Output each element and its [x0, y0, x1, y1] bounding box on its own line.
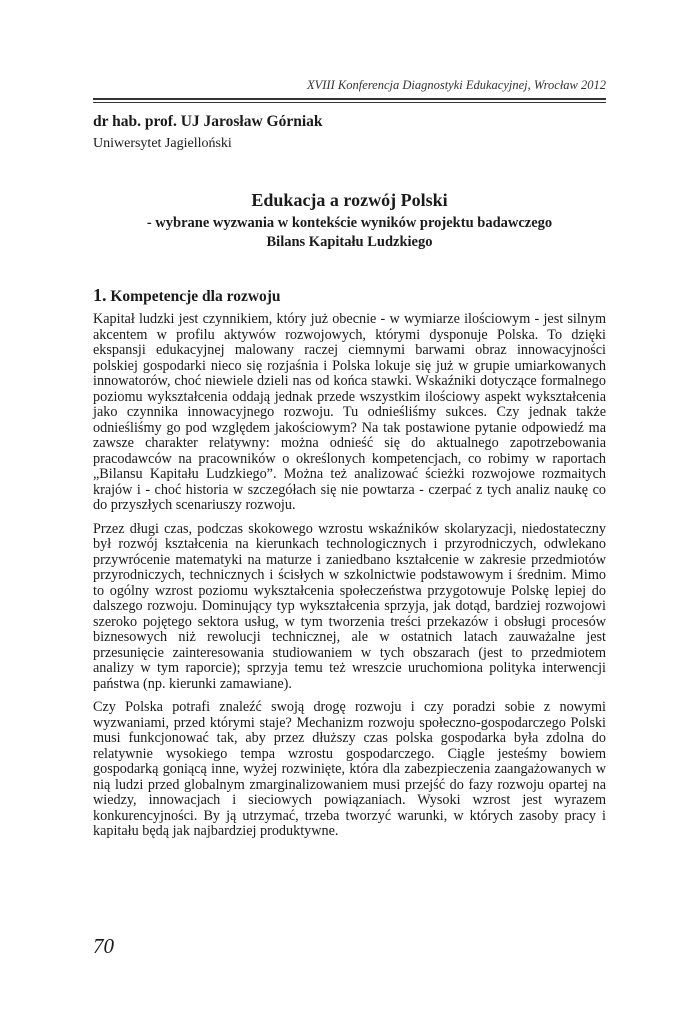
- header-rule: [93, 98, 606, 103]
- section-number: 1.: [93, 285, 107, 305]
- author-name: dr hab. prof. UJ Jarosław Górniak: [93, 113, 323, 130]
- section-heading: [93, 285, 281, 306]
- article-subtitle-line2: Bilans Kapitału Ludzkiego: [266, 234, 433, 250]
- paragraph: Przez długi czas, podczas skokowego wzrostu wskaźników skolaryzacji, niedostateczny był rozwój kształcenia na kierunkach technologicznych i przyrodniczych, odwlekano przywrócenie matematyki na maturze i zaniedbano kształcenie w zakresie przedmiotów przyrodniczych, technicznych i ścisłych w szkolnictwie podstawowym i średnim. Mimo to ogólny wzrost poziomu wykształcenia społeczeństwa przygotowuje Polskę lepiej do dalszego rozwoju. Dominujący typ wykształcenia sprzyja, jak dotąd, bardziej rozwojowi szeroko pojętego sektora usług, w tym tworzenia treści przekazów i obsługi procesów biznesowych niż rewolucji technicznej, ale w ostatnich latach zauważalne jest przesunięcie zainteresowania studiowaniem w tych obszarach (jest to przedmiotem analizy w tym raporcie); sprzyja temu też wreszcie uruchomiona polityka interwencji państwa (np. kierunki zamawiane).: [93, 520, 606, 692]
- section-title: Kompetencje dla rozwoju: [110, 288, 281, 305]
- title-block: [93, 190, 606, 252]
- running-header: XVIII Konferencja Diagnostyki Edukacyjnej, Wrocław 2012: [307, 78, 606, 92]
- article-title: Edukacja a rozwój Polski: [251, 190, 448, 210]
- body-text: [93, 312, 606, 848]
- paragraph: Kapitał ludzki jest czynnikiem, który już obecnie - w wymiarze ilościowym - jest silnym akcentem w profilu aktywów rozwojowych, którymi dysponuje Polska. To dzięki ekspansji edukacyjnej malowany raczej ciemnymi barwami obraz innowacyjności polskiej gospodarki nieco się rozjaśnia i Polska lokuje się już w grupie umiarkowanych innowatorów, choć niewiele dzieli nas od końca stawki. Wskaźniki dotyczące formalnego poziomu wykształcenia oddają jednak przede wszystkim ilościowy aspekt wykształcenia jako czynnika innowacyjnego rozwoju. Tu odnieśliśmy sukces. Czy jednak także odnieśliśmy go pod względem jakościowym? Na tak postawione pytanie odpowiedź ma zawsze charakter relatywny: można odnieść się do aktualnego zapotrzebowania pracodawców na pracowników o określonych kompetencjach, co robimy w raportach „Bilansu Kapitału Ludzkiego”. Można też analizować ścieżki rozwojowe rozmaitych krajów i - choć historia w szczegółach się nie powtarza - czerpać z tych analiz naukę co do przyszłych scenariuszy rozwoju.: [93, 311, 606, 513]
- page-number: 70: [93, 934, 114, 958]
- paragraph: Czy Polska potrafi znaleźć swoją drogę rozwoju i czy poradzi sobie z nowymi wyzwaniami, przed którymi staje? Mechanizm rozwoju społeczno-gospodarczego Polski musi funkcjonować tak, aby przez dłuższy czas polska gospodarka była zdolna do relatywnie wysokiego tempa wzrostu gospodarczego. Ciągle jesteśmy bowiem gospodarką goniącą inne, wyżej rozwinięte, która dla zabezpieczenia zaangażowanych w nią ludzi przed globalnym zmarginalizowaniem musi przejść do fazy rozwoju opartej na wiedzy, innowacjach i sieciowych powiązaniach. Wysoki wzrost jest wyrazem konkurencyjności. By ją utrzymać, trzeba tworzyć warunki, w których zasoby pracy i kapitału będą jak najbardziej produktywne.: [93, 699, 606, 839]
- author-affiliation: Uniwersytet Jagielloński: [93, 136, 232, 151]
- article-subtitle-line1: - wybrane wyzwania w kontekście wyników projektu badawczego: [146, 215, 553, 231]
